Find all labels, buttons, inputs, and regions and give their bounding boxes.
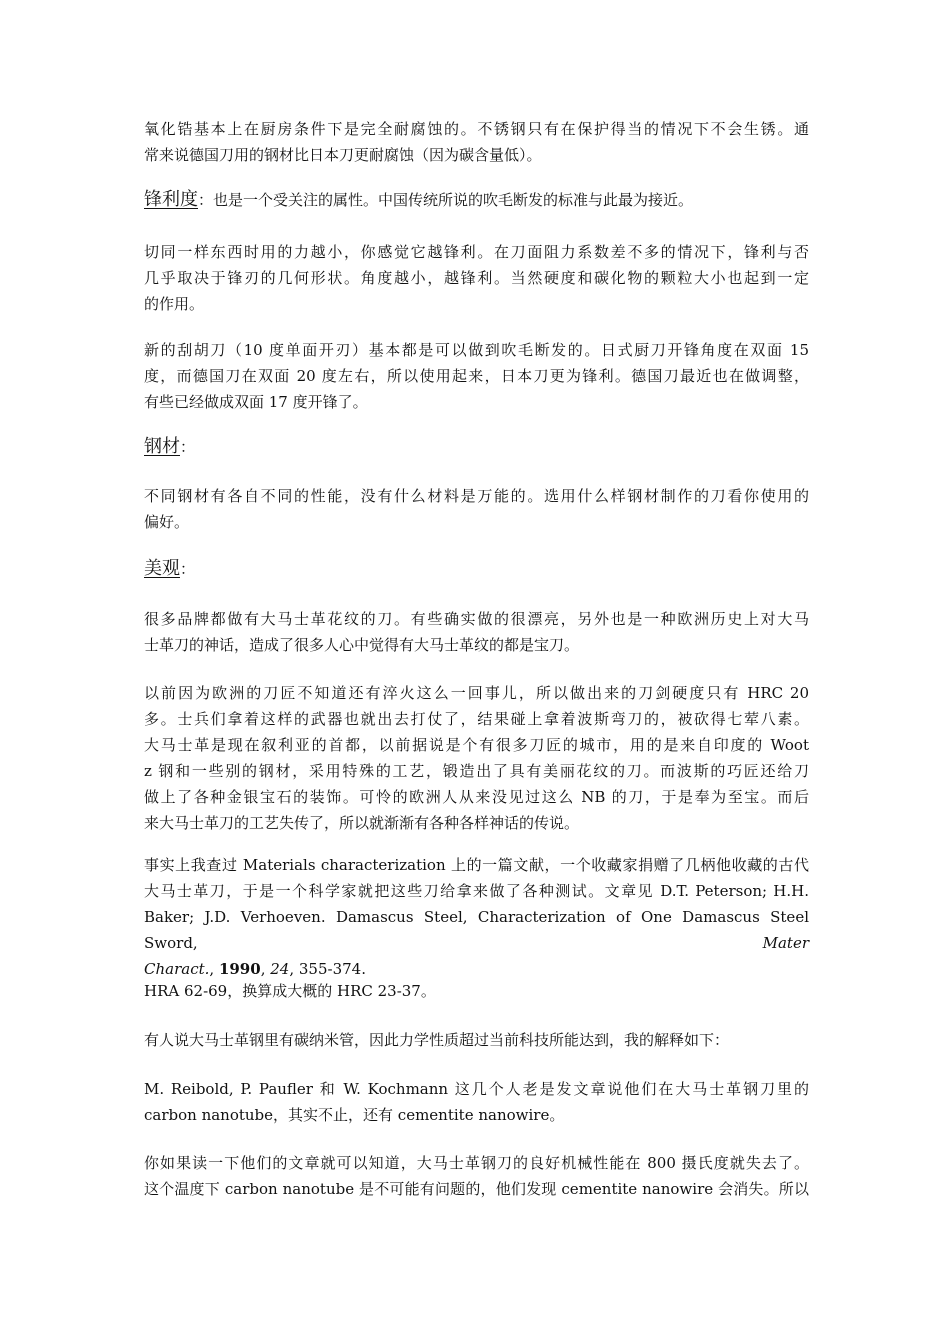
text-line: 有人说大马士革钢里有碳纳米管，因此力学性质超过当前科技所能达到，我的解释如下： [144, 1031, 730, 1049]
text-line: 多。士兵们拿着这样的武器也就出去打仗了，结果碰上拿着波斯弯刀的，被砍得七荤八素。 [144, 710, 809, 728]
text-line: 这个温度下 carbon nanotube 是不可能有问题的，他们发现 cementite nanowire 会消失。所以 [144, 1180, 809, 1198]
paragraph-corrosion [144, 116, 809, 168]
text-line: 几乎取决于锋刃的几何形状。角度越小，越锋利。当然硬度和碳化物的颗粒大小也起到一定 [144, 269, 809, 287]
text-line: 新的刮胡刀（10 度单面开刃）基本都是可以做到吹毛断发的。日式厨刀开锋角度在双面 15 [144, 341, 809, 359]
text-line: 氧化锆基本上在厨房条件下是完全耐腐蚀的。不锈钢只有在保护得当的情况下不会生锈。通 [144, 120, 809, 138]
section-heading: 美观 [144, 558, 180, 579]
section-heading-text: ： [180, 560, 196, 578]
citation-volume: 24 [270, 960, 290, 978]
section-heading-text: ：也是一个受关注的属性。中国传统所说的吹毛断发的标准与此最为接近。 [198, 191, 694, 209]
section-heading-line [144, 556, 809, 582]
paragraph-sharpness-force [144, 239, 809, 317]
section-heading: 锋利度 [144, 189, 198, 210]
citation-text: Baker; J.D. Verhoeven. Damascus Steel, Characterization of One Damascus Steel Sword, [144, 908, 809, 952]
text-line: 做上了各种金银宝石的装饰。可怜的欧洲人从来没见过这么 NB 的刀，于是奉为至宝。而后 [144, 788, 809, 806]
paragraph-temperature [144, 1150, 809, 1202]
paragraph-hardness [144, 978, 809, 1004]
citation-separator: , [209, 960, 219, 978]
text-line: 度，而德国刀在双面 20 度左右，所以使用起来，日本刀更为锋利。德国刀最近也在做调整， [144, 367, 809, 385]
paragraph-nanotube-claim [144, 1027, 809, 1053]
text-line: 很多品牌都做有大马士革花纹的刀。有些确实做的很漂亮，另外也是一种欧洲历史上对大马 [144, 610, 809, 628]
text-line: 事实上我查过 Materials characterization 上的一篇文献，一个收藏家捐赠了几柄他收藏的古代 [144, 856, 809, 874]
text-line: carbon nanotube，其实不止，还有 cementite nanowire。 [144, 1106, 565, 1124]
citation-pages: , 355-374. [289, 960, 366, 978]
text-line: 以前因为欧洲的刀匠不知道还有淬火这么一回事儿，所以做出来的刀剑硬度只有 HRC 20 [144, 684, 809, 702]
paragraph-reibold [144, 1076, 809, 1128]
section-heading-line [144, 434, 809, 460]
paragraph-razor-angles [144, 337, 809, 415]
text-line: z 钢和一些别的钢材，采用特殊的工艺，锻造出了具有美丽花纹的刀。而波斯的巧匠还给刀 [144, 762, 809, 780]
citation-year: 1990 [218, 960, 261, 978]
section-heading-line [144, 187, 809, 213]
text-line: 不同钢材有各自不同的性能，没有什么材料是万能的。选用什么样钢材制作的刀看你使用的 [144, 487, 809, 505]
section-beauty [144, 556, 809, 582]
text-line: 来大马士革刀的工艺失传了，所以就渐渐有各种各样神话的传说。 [144, 814, 580, 832]
section-sharpness [144, 187, 809, 213]
citation-separator: , [260, 960, 271, 978]
paragraph-damascus-history [144, 680, 809, 836]
text-line: M. Reibold, P. Paufler 和 W. Kochmann 这几个人老是发文章说他们在大马士革钢刀里的 [144, 1080, 809, 1098]
text-line: 有些已经做成双面 17 度开锋了。 [144, 393, 368, 411]
paragraph-literature [144, 852, 809, 982]
citation-journal: Charact. [144, 960, 210, 978]
text-line: HRA 62-69，换算成大概的 HRC 23-37。 [144, 982, 436, 1000]
text-line: 大马士革刀，于是一个科学家就把这些刀给拿来做了各种测试。文章见 D.T. Peterson; H.H. [144, 882, 809, 900]
citation-journal: Mater [762, 934, 809, 952]
section-steel [144, 434, 809, 460]
text-line: 的作用。 [144, 295, 205, 313]
text-line [144, 904, 809, 956]
text-line: 偏好。 [144, 513, 190, 531]
section-heading-text: ： [180, 438, 196, 456]
text-line: 切同一样东西时用的力越小，你感觉它越锋利。在刀面阻力系数差不多的情况下，锋利与否 [144, 243, 809, 261]
section-heading: 钢材 [144, 436, 180, 457]
text-line: 你如果读一下他们的文章就可以知道，大马士革钢刀的良好机械性能在 800 摄氏度就失去了。 [144, 1154, 809, 1172]
paragraph-steel [144, 483, 809, 535]
text-line: 士革刀的神话，造成了很多人心中觉得有大马士革纹的都是宝刀。 [144, 636, 580, 654]
text-line: 常来说德国刀用的钢材比日本刀更耐腐蚀（因为碳含量低）。 [144, 146, 542, 164]
text-line: 大马士革是现在叙利亚的首都，以前据说是个有很多刀匠的城市，用的是来自印度的 Woot [144, 736, 809, 754]
paragraph-damascus-brands [144, 606, 809, 658]
